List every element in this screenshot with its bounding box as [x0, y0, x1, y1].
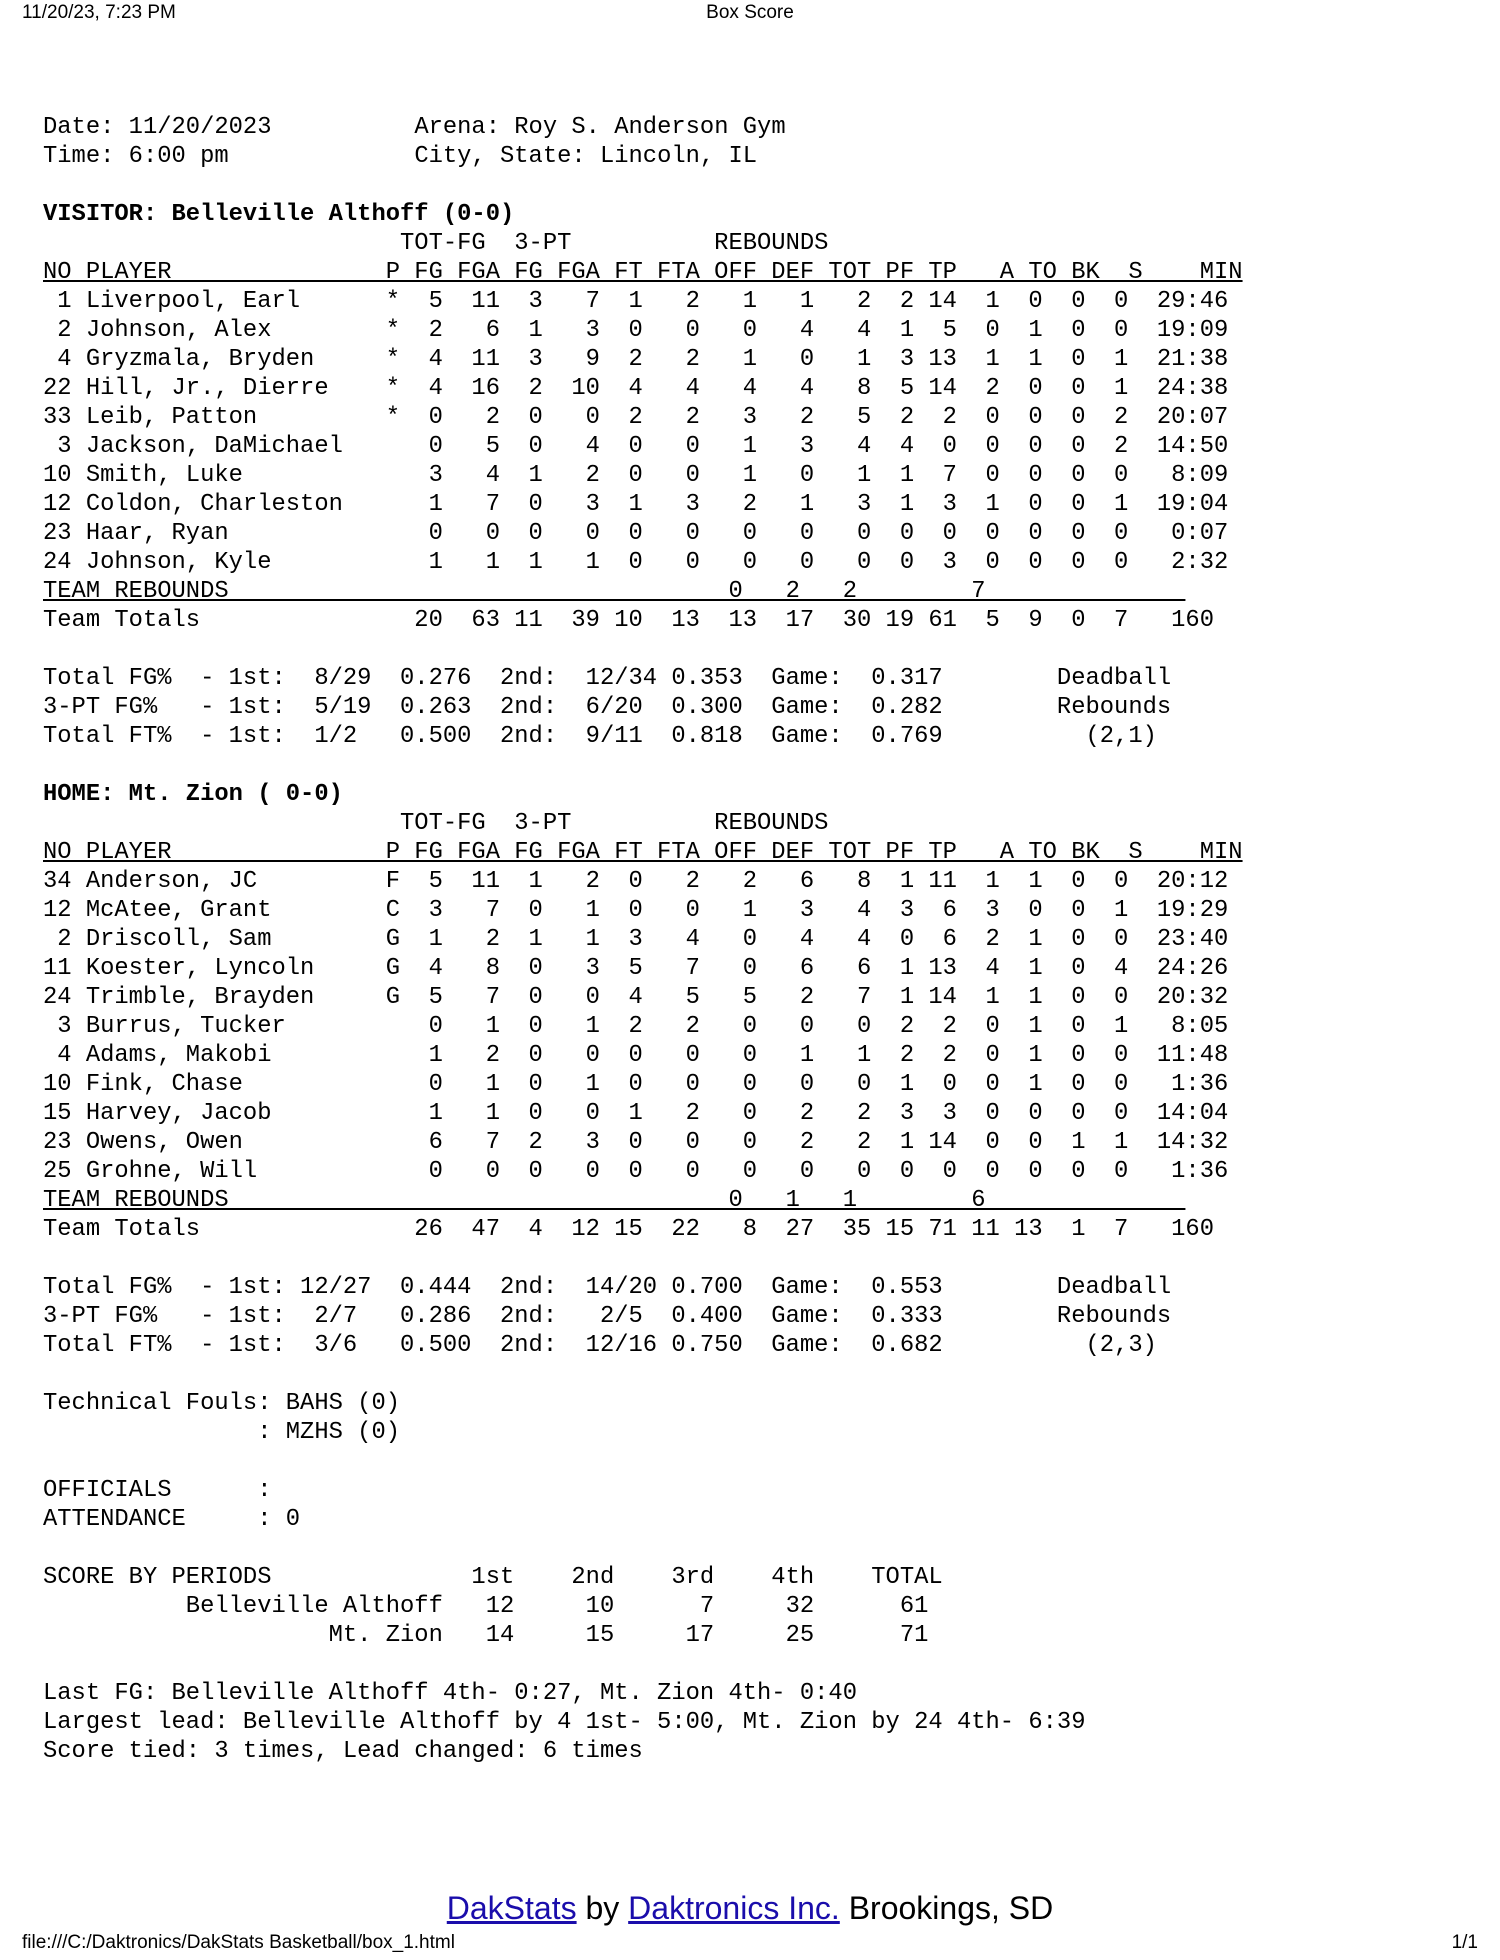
last-fg-line: Last FG: Belleville Althoff 4th- 0:27, Mt. Zion 4th- 0:40 — [43, 1680, 857, 1707]
officials-line: OFFICIALS : — [43, 1477, 272, 1504]
home-title: HOME: Mt. Zion ( 0-0) — [43, 781, 343, 808]
table-row: 3 Jackson, DaMichael 0 5 0 4 0 0 1 3 4 4 0 0 0 0 2 14:50 — [43, 433, 1229, 460]
technical-fouls-line: : MZHS (0) — [43, 1419, 401, 1446]
print-footer — [0, 1930, 1500, 1960]
table-row: 15 Harvey, Jacob 1 1 0 0 1 2 0 2 2 3 3 0 0 0 0 14:04 — [43, 1100, 1229, 1127]
home-fg-pct: Total FG% - 1st: 12/27 0.444 2nd: 14/20 0.700 Game: 0.553 Deadball — [43, 1274, 1172, 1301]
visitor-ft-pct: Total FT% - 1st: 1/2 0.500 2nd: 9/11 0.818 Game: 0.769 (2,1) — [43, 723, 1157, 750]
print-title: Box Score — [706, 2, 794, 23]
table-row: 25 Grohne, Will 0 0 0 0 0 0 0 0 0 0 0 0 0 0 0 1:36 — [43, 1158, 1229, 1185]
table-row: 12 McAtee, Grant C 3 7 0 1 0 0 1 3 4 3 6 3 0 0 1 19:29 — [43, 897, 1229, 924]
home-group-header: TOT-FG 3-PT REBOUNDS — [400, 810, 829, 837]
home-ft-pct: Total FT% - 1st: 3/6 0.500 2nd: 12/16 0.750 Game: 0.682 (2,3) — [43, 1332, 1157, 1359]
visitor-column-headers: NO PLAYER P FG FGA FG FGA FT FTA OFF DEF TOT PF TP A TO BK S MIN — [43, 259, 1243, 286]
table-row: 33 Leib, Patton * 0 2 0 0 2 2 3 2 5 2 2 0 0 0 2 20:07 — [43, 404, 1229, 431]
table-row: 24 Johnson, Kyle 1 1 1 1 0 0 0 0 0 0 3 0 0 0 0 2:32 — [43, 549, 1229, 576]
largest-lead-line: Largest lead: Belleville Althoff by 4 1st- 5:00, Mt. Zion by 24 4th- 6:39 — [43, 1709, 1086, 1736]
credit-location: Brookings, SD — [848, 1890, 1054, 1926]
table-row: 23 Owens, Owen 6 7 2 3 0 0 0 2 2 1 14 0 0 1 1 14:32 — [43, 1129, 1229, 1156]
score-periods-header: SCORE BY PERIODS 1st 2nd 3rd 4th TOTAL — [43, 1564, 943, 1591]
table-row: 2 Johnson, Alex * 2 6 1 3 0 0 0 4 4 1 5 0 1 0 0 19:09 — [43, 317, 1229, 344]
credit-line — [0, 1890, 1500, 1927]
table-row: 11 Koester, Lyncoln G 4 8 0 3 5 7 0 6 6 1 13 4 1 0 4 24:26 — [43, 955, 1229, 982]
visitor-team-rebounds: TEAM REBOUNDS 0 2 2 7 — [43, 578, 1186, 605]
print-page-number: 1/1 — [1451, 1932, 1478, 1953]
date-line: Date: 11/20/2023 — [43, 114, 272, 141]
visitor-3pt-pct: 3-PT FG% - 1st: 5/19 0.263 2nd: 6/20 0.300 Game: 0.282 Rebounds — [43, 694, 1172, 721]
score-tied-line: Score tied: 3 times, Lead changed: 6 times — [43, 1738, 643, 1765]
print-datetime: 11/20/23, 7:23 PM — [22, 2, 176, 23]
table-row: 10 Smith, Luke 3 4 1 2 0 0 1 0 1 1 7 0 0 0 0 8:09 — [43, 462, 1229, 489]
daktronics-link[interactable]: Daktronics Inc. — [628, 1890, 840, 1926]
arena-line: Arena: Roy S. Anderson Gym — [414, 114, 786, 141]
technical-fouls-line: Technical Fouls: BAHS (0) — [43, 1390, 401, 1417]
table-row: 22 Hill, Jr., Dierre * 4 16 2 10 4 4 4 4 8 5 14 2 0 0 1 24:38 — [43, 375, 1229, 402]
print-header — [0, 0, 1500, 30]
table-row: 4 Gryzmala, Bryden * 4 11 3 9 2 2 1 0 1 3 13 1 1 0 1 21:38 — [43, 346, 1229, 373]
attendance-line: ATTENDANCE : 0 — [43, 1506, 301, 1533]
table-row: 34 Anderson, JC F 5 11 1 2 0 2 2 6 8 1 11 1 1 0 0 20:12 — [43, 868, 1229, 895]
visitor-group-headers — [43, 230, 400, 257]
visitor-group-header: TOT-FG 3-PT REBOUNDS — [400, 230, 829, 257]
table-row: 2 Driscoll, Sam G 1 2 1 1 3 4 0 4 4 0 6 2 1 0 0 23:40 — [43, 926, 1229, 953]
table-row: 3 Burrus, Tucker 0 1 0 1 2 2 0 0 0 2 2 0 1 0 1 8:05 — [43, 1013, 1229, 1040]
home-3pt-pct: 3-PT FG% - 1st: 2/7 0.286 2nd: 2/5 0.400 Game: 0.333 Rebounds — [43, 1303, 1172, 1330]
print-path: file:///C:/Daktronics/DakStats Basketball/box_1.html — [22, 1932, 455, 1953]
city-line: City, State: Lincoln, IL — [414, 143, 758, 170]
time-line: Time: 6:00 pm — [43, 143, 229, 170]
score-periods-home: Mt. Zion 14 15 17 25 71 — [43, 1622, 929, 1649]
dakstats-link[interactable]: DakStats — [446, 1890, 577, 1926]
table-row: 24 Trimble, Brayden G 5 7 0 0 4 5 5 2 7 1 14 1 1 0 0 20:32 — [43, 984, 1229, 1011]
table-row: 4 Adams, Makobi 1 2 0 0 0 0 0 1 1 2 2 0 1 0 0 11:48 — [43, 1042, 1229, 1069]
table-row: 10 Fink, Chase 0 1 0 1 0 0 0 0 0 1 0 0 1 0 0 1:36 — [43, 1071, 1229, 1098]
home-column-headers: NO PLAYER P FG FGA FG FGA FT FTA OFF DEF TOT PF TP A TO BK S MIN — [43, 839, 1243, 866]
visitor-title: VISITOR: Belleville Althoff (0-0) — [43, 201, 515, 228]
table-row: 23 Haar, Ryan 0 0 0 0 0 0 0 0 0 0 0 0 0 0 0 0:07 — [43, 520, 1229, 547]
table-row: 12 Coldon, Charleston 1 7 0 3 1 3 2 1 3 1 3 1 0 0 1 19:04 — [43, 491, 1229, 518]
table-row: 1 Liverpool, Earl * 5 11 3 7 1 2 1 1 2 2 14 1 0 0 0 29:46 — [43, 288, 1229, 315]
home-team-totals: Team Totals 26 47 4 12 15 22 8 27 35 15 71 11 13 1 7 160 — [43, 1216, 1214, 1243]
visitor-team-totals: Team Totals 20 63 11 39 10 13 13 17 30 19 61 5 9 0 7 160 — [43, 607, 1214, 634]
score-periods-visitor: Belleville Althoff 12 10 7 32 61 — [43, 1593, 929, 1620]
visitor-fg-pct: Total FG% - 1st: 8/29 0.276 2nd: 12/34 0.353 Game: 0.317 Deadball — [43, 665, 1172, 692]
box-score — [43, 113, 1243, 1766]
home-team-rebounds: TEAM REBOUNDS 0 1 1 6 — [43, 1187, 1186, 1214]
credit-by: by — [585, 1890, 620, 1926]
